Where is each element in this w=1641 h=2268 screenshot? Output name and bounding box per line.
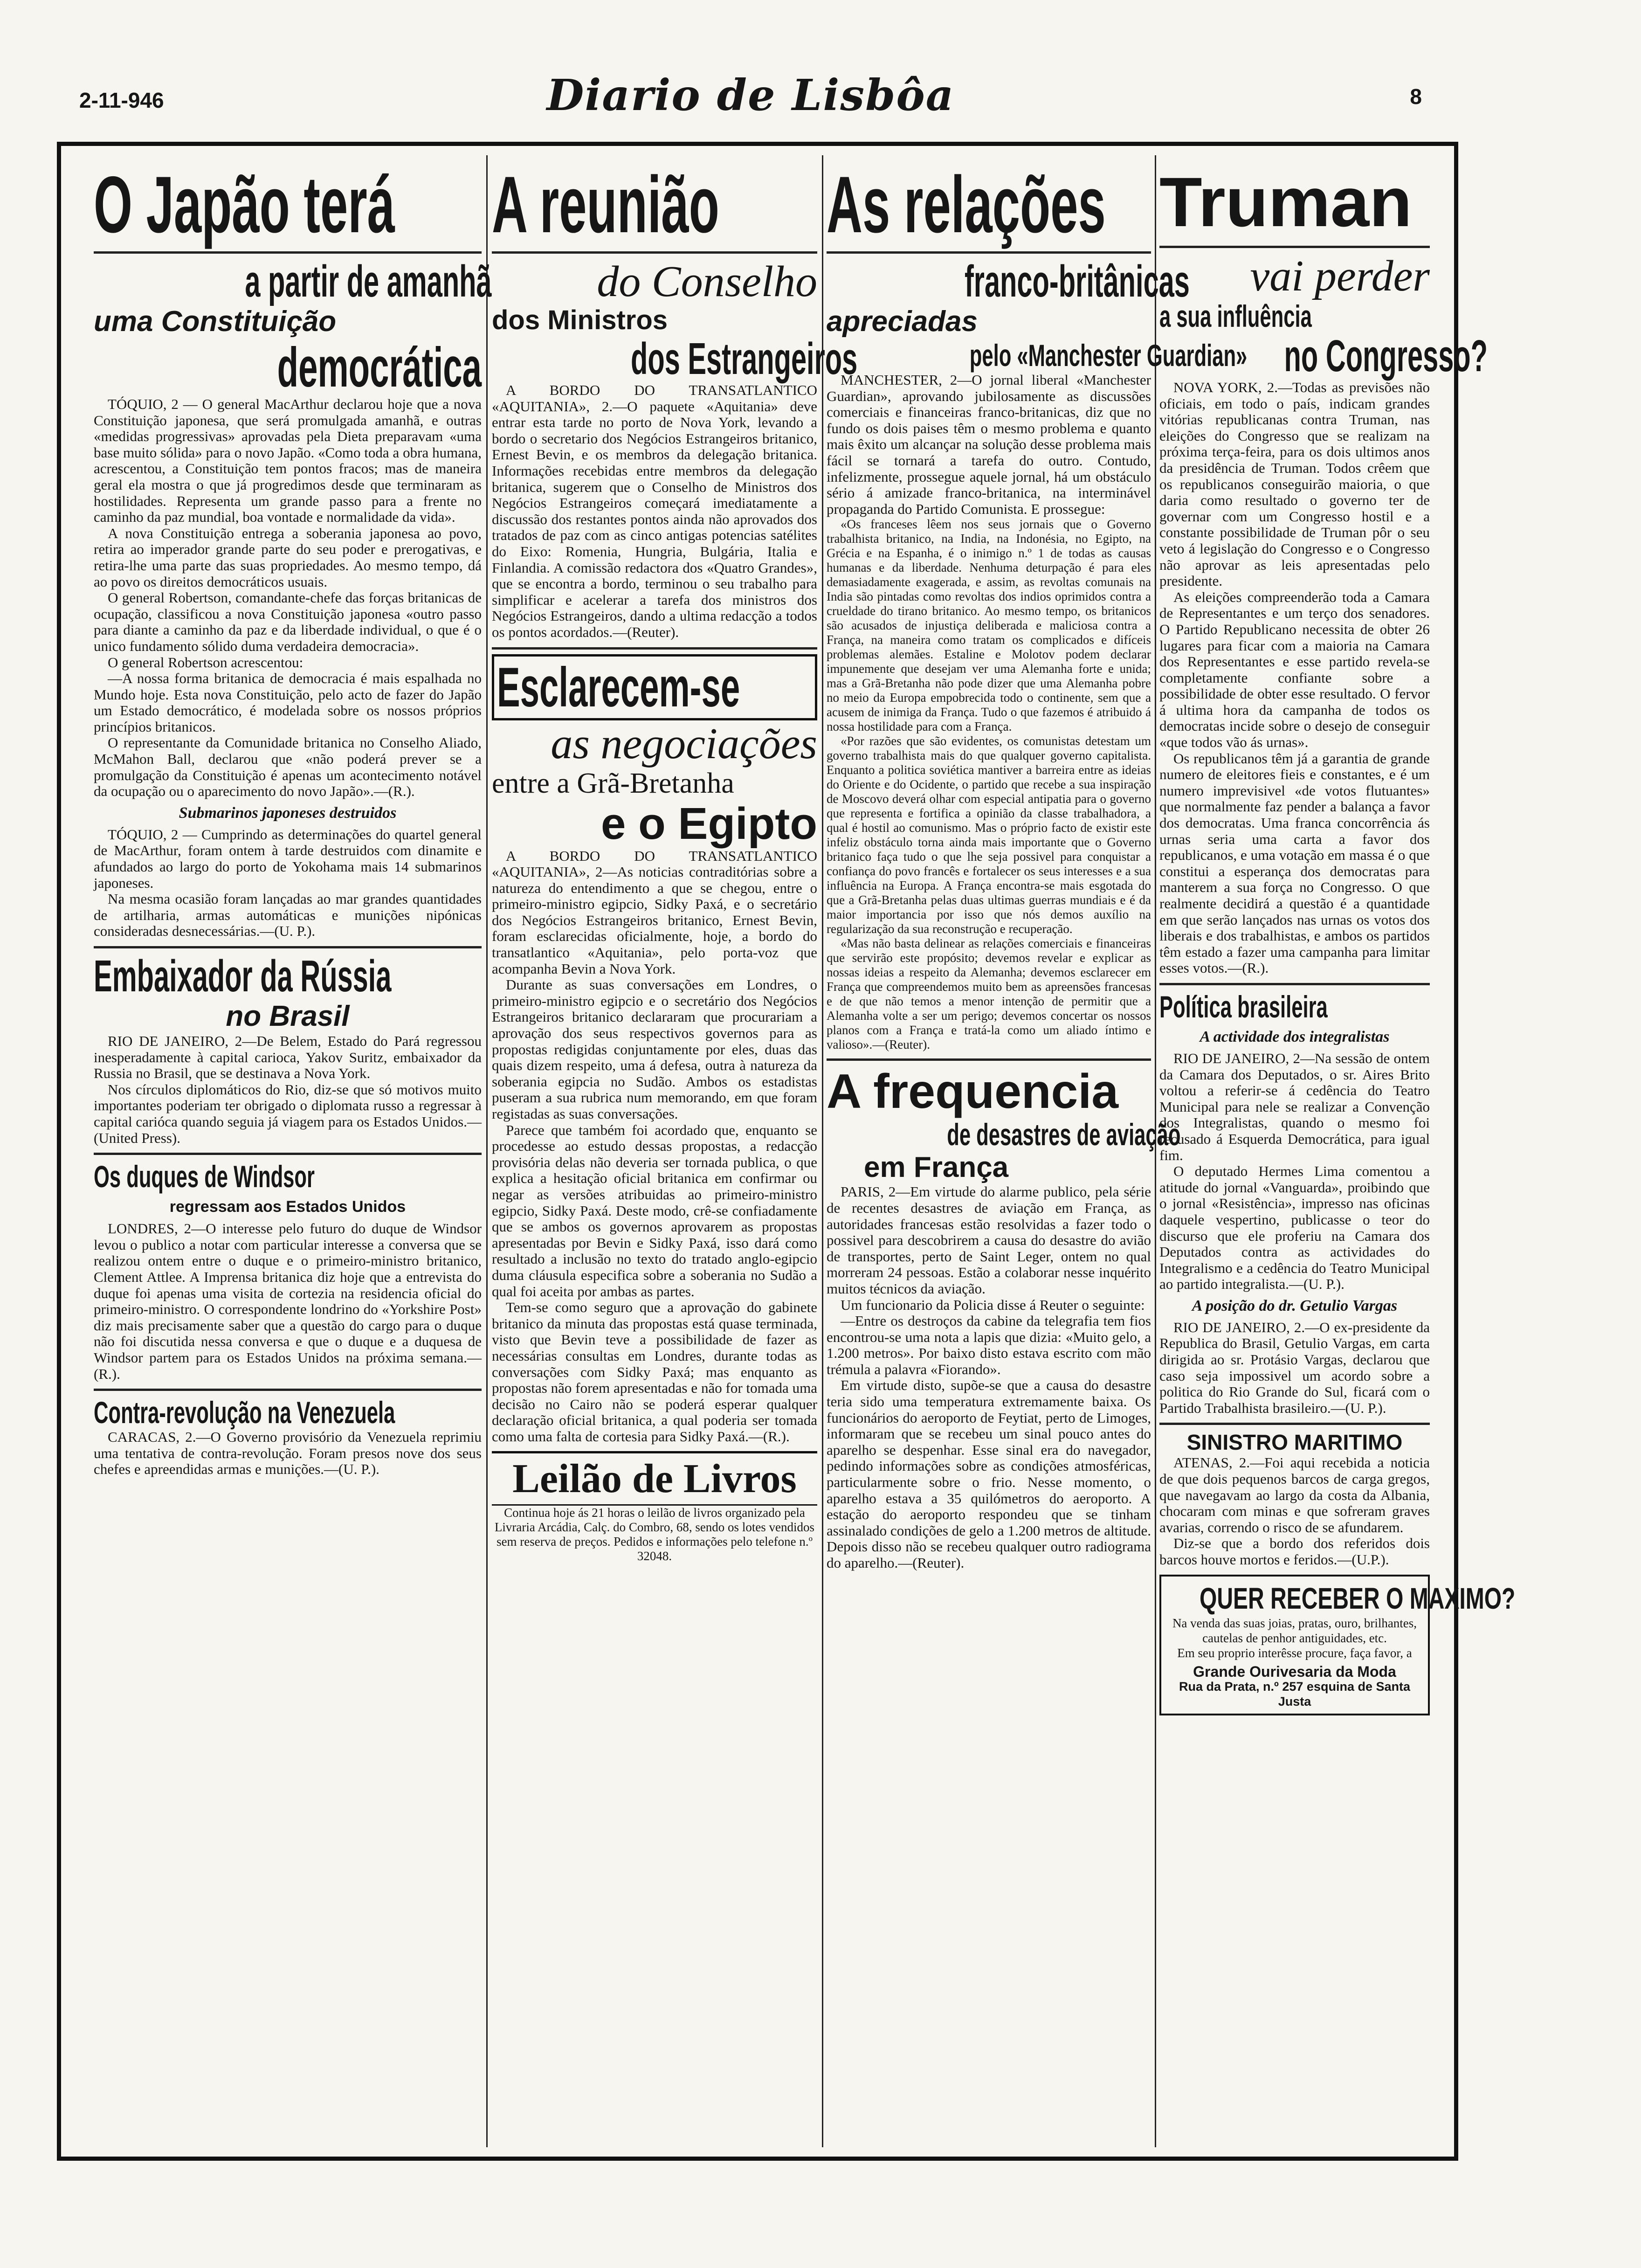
newspaper-title: Diario de Lisbôa bbox=[546, 70, 955, 120]
article-vargas-body: RIO DE JANEIRO, 2.—O ex-presidente da Republica do Brasil, Getulio Vargas, em carta dirigida ao sr. Protásio Vargas, declarou que caso seja impossivel um acordo sobre a politica do Rio Grande do Sul, ficará com o Partido Trabalhista brasileiro.—(U. P.). bbox=[1159, 1319, 1430, 1416]
article-japan-body: TÓQUIO, 2 — O general MacArthur declarou hoje que a nova Constituição japonesa, que será promulgada amanhã, e outras «medidas progressivas» aprovadas pela Dieta preparavam «uma base muito sólida» para o novo Japão. «Como toda a obra humana, acrescentou, a Constituição tem pontos fracos; mas de maneira geral ela mostra o que já progredimos desde que terminaram as hostilidades. Representa um grande passo para a frente no caminho da paz mundial, boa vontade e normalidade da vida». A nova Constituição entrega a soberania japonesa ao povo, retira ao imperador grande parte do seu poder e prerogativas, e retira-lhe uma parte das suas propriedades. Ao mesmo tempo, dá ao povo os direitos democráticos usuais. O general Robertson, comandante-chefe das forças britanicas de ocupação, classificou a nova Constituição japonesa «outro passo para diante a caminho da paz e da liberdade individual, o que é o unico fundamento sólido duma verdadeira democracia». O general Robertson acrescentou: —A nossa forma britanica de democracia é mais espalhada no Mundo hoje. Esta nova Constituição, pelo acto de fazer do Japão um Estado democrático, é modelada sobre os nossos próprios princípios britanicos. O representante da Comunidade britanica no Conselho Aliado, McMahon Ball, declarou que «não poderá prever se a promulgação da Constituição é apenas um acontecimento notável da ocupação ou o aparecimento do novo Japão».—(R.). bbox=[94, 396, 482, 800]
subhead-vargas: A posição do dr. Getulio Vargas bbox=[1192, 1297, 1398, 1314]
deck-japan-1: a partir de amanhã bbox=[245, 256, 492, 306]
article-egipto-body: A BORDO DO TRANSATLANTICO «AQUITANIA», 2—As noticias contraditórias sobre a natureza do entendimento a que se chegou, entre o primeiro-ministro egipcio, Sidky Paxá, e o secretário dos Negócios Estrangeiros britanico, Ernest Bevin, foram esclarecidas oficialmente, hoje, a bordo do transatlantico «Aquitania», pelo porta-voz que acompanha Bevin a Nova York. Durante as suas conversações em Londres, o primeiro-ministro egipcio e o secretário dos Negócios Estrangeiros britanico declararam que procurariam a aprovação dos seus respectivos governos para as propostas redigidas conjuntamente por eles, duas das quais dizem respeito, uma á defesa, outra à natureza da soberania egipcia no Sudão. Ambos os estadistas puseram a sua rubrica num memorando, em que foram registadas as suas conversações. Parece que também foi acordado que, enquanto se procedesse ao estudo dessas propostas, a redacção provisória delas não deveria ser tornada publica, o que explica a hesitação oficial britanica em confirmar ou negar as versões atribuidas ao primeiro-ministro egipcio, Sidky Paxá. Deste modo, crê-se confiadamente que se ambos os governos aprovarem as propostas apresentadas por Bevin e Sidky Paxá, isso dará como resultado a inclusão no texto do tratado anglo-egipcio duma cláusula especifica sobre a soberania no Sudão a qual foi aceita por ambas as partes. Tem-se como seguro que a aprovação do gabinete britanico da minuta das propostas está quase terminada, visto que Bevin teve a possibilidade de fazer as necessárias consultas em Londres, durante todas as conversações com Sidky Paxá; mas enquanto as propostas não forem apresentadas e não for tomada uma decisão no Cairo não se poderá esperar qualquer declaração oficial britanica, a qual poderia ser tomada como uma falta de cortesia para Sidky Paxá.—(R.). bbox=[492, 847, 817, 1445]
ad-ourivesaria-line: Na venda das suas joias, pratas, ouro, brilhantes, cautelas de penhor antiguidades, etc. bbox=[1172, 1616, 1417, 1645]
subhead-integralistas: A actividade dos integralistas bbox=[1200, 1028, 1390, 1045]
article-relacoes-quote: «Os franceses lêem nos seus jornais que o Governo trabalhista britanico, na India, na Indonésia, no Egipto, na Grécia e na Espanha, é o inimigo n.º 1 de todas as causas humanas e da liberdade. Nenhuma deturpação é para eles demasiadamente exagerada, e assim, as revoltas comunais na India são pintadas como revoltas dos indios oprimidos contra a crueldade do tirano britanico. Ao mesmo tempo, os britanicos são acusados de injustiça deliberada e maliciosa contra a França, na maneira como tratam os complicados e difíceis problemas alemães. Estaline e Molotov podem declarar impunemente que desejam ver uma Alemanha forte e unida; mas a Grã-Bretanha não pode dizer que uma Alemanha pobre no meio da Europa empobrecida todo o continente, sem que a acusem de inimiga da França. Tudo o que fazemos é atribuido á nossa hostilidade para com a França. «Por razões que são evidentes, os comunistas detestam um governo trabalhista mais do que qualquer governo capitalista. Enquanto a politica soviética mantiver a barreira entre as ideias do Oriente e do Ocidente, o partido que recebe a sua inspiração de Moscovo deverá olhar com especial antipatia para o governo que representa e fortifica a opinião da classe trabalhadora, a qual é hostil ao comunismo. Mas o próprio facto de existir este infeliz obstáculo torna ainda mais importante que o Governo britanico faça tudo o que lhe seja possivel para conquistar a confiança do povo francês e fortalecer os seus interesses e a sua influência na Europa. A França encontra-se mais esgotada do que a Grã-Bretanha pelas duas ultimas guerras mundiais e é da maior importancia por isso que nós demos auxílio na regularização da sua reconstrução e recuperação. «Mas não basta delinear as relações comerciais e financeiras que servirão este propósito; devemos revelar e explicar as nossas ideias a respeito da Alemanha; devemos esclarecer em França que compreendemos muito bem as apreensões francesas e de que não temos a menor intenção de permitir que a Alemanha volte a ser um perigo; devemos concertar os nossos planos com a França e tratá-la como um aliado íntimo e valioso».—(Reuter). bbox=[827, 517, 1151, 1052]
headline-japan: O Japão terá bbox=[94, 160, 395, 249]
deck-egipto-1: as negociações bbox=[551, 719, 817, 768]
page-number: 8 bbox=[1410, 84, 1422, 109]
article-russia-body: RIO DE JANEIRO, 2—De Belem, Estado do Pará regressou inesperadamente à capital carioca, Yakov Suritz, embaixador da Russia no Brasil, que se destinava a Nova York. Nos círculos diplomáticos do Rio, diz-se que só motivos muito importantes poderiam ter obrigado o diplomata russo a regressar à capital carióca quando seguia já viagem para os Estados Unidos.—(United Press). bbox=[94, 1033, 482, 1146]
issue-date: 2-11-946 bbox=[79, 88, 164, 112]
headline-politica: Política brasileira bbox=[1159, 989, 1328, 1024]
ad-ourivesaria-title: QUER RECEBER O MAXIMO? bbox=[1200, 1581, 1516, 1615]
deck-relacoes-3: pelo «Manchester Guardian» bbox=[969, 338, 1248, 373]
article-truman-body: NOVA YORK, 2.—Todas as previsões não oficiais, em todo o país, indicam grandes vitórias republicanas contra Truman, nas eleições do Congresso que se realizam na próxima terça-feira, para os dois ultimos anos da presidência de Truman. Todos crêem que os republicanos conseguirão maioria, o que daria como resultado o governo ter de governar com um Congresso hostil e a constante possibilidade de Truman pôr o seu veto á legislação do Congresso e o Congresso não aprovar as leis apresentadas pelo presidente. As eleições compreenderão toda a Camara de Representantes e um terço dos senadores. O Partido Republicano necessita de obter 26 lugares para ficar com a maioria na Camara dos Representantes e esse partido revela-se completamente confiante sobre a possibilidade de obter esse resultado. O fervor á ultima hora da campanha de todos os democratas incide sobre o desejo de conseguir «que todos vão ás urnas». Os republicanos têm já a garantia de grande numero de eleitores fieis e constantes, e é um numero imprevisivel «de votos flutuantes» que normalmente faz pender a balança a favor dos democratas. Uma franca concorrência ás urnas seria uma carta a favor dos republicanos, e uma votação em massa é o que constitui a esperança dos democratas para manterem a sua força no Congresso. O que realmente decidirá a questão é a quantidade em que serão lançados nas urnas os votos dos liberais e dos trabalhistas, e ambos os partidos têm estado a fazer uma campanha para limitar esses votos.—(R.). bbox=[1159, 379, 1430, 976]
deck-truman-3: no Congresso? bbox=[1284, 331, 1488, 381]
deck-truman-2: a sua influência bbox=[1159, 299, 1312, 333]
headline-frequencia: A frequencia bbox=[827, 1065, 1119, 1119]
deck-truman-1: vai perder bbox=[1250, 252, 1430, 300]
ad-ourivesaria-name: Grande Ourivesaria da Moda bbox=[1193, 1663, 1396, 1680]
headline-russia: Embaixador da Rússia bbox=[94, 951, 392, 1001]
deck-japan-3: democrática bbox=[277, 336, 482, 399]
deck-egipto-3: e o Egipto bbox=[601, 798, 817, 849]
subhead-windsor: regressam aos Estados Unidos bbox=[169, 1198, 406, 1216]
column-rule bbox=[486, 155, 488, 2147]
headline-egipto-box bbox=[492, 654, 817, 720]
page-frame bbox=[57, 142, 1516, 2161]
deck-frequencia-2: em França bbox=[864, 1151, 1009, 1184]
article-reuniao-body: A BORDO DO TRANSATLANTICO «AQUITANIA», 2.—O paquete «Aquitania» deve entrar esta tarde no porto de Nova York, levando a bordo o secretario dos Negócios Estrangeiros britanico, Ernest Bevin, e os membros da delegação britanica. Informações recebidas entre membros da delegação britanica, sugerem que o Conselho de Ministros dos Negócios Estrangeiros começará imediatamente a discussão dos restantes pontos ainda não aprovados dos tratados de paz com as cinco antigas potencias satélites do Eixo: Romenia, Hungria, Bulgária, Italia e Finlandia. A comissão redactora dos «Quatro Grandes», que se encontra a bordo, terminou o seu trabalho para simplificar e acelerar a tarefa dos ministros dos Negócios Estrangeiros, dando a ultima redacção a todos os pontos acordados.—(Reuter). bbox=[492, 382, 817, 640]
deck-relacoes-2: apreciadas bbox=[827, 305, 978, 338]
headline-truman: Truman bbox=[1159, 163, 1412, 241]
article-sinistro-body: ATENAS, 2.—Foi aqui recebida a noticia de que dois pequenos barcos de carga gregos, que navegavam ao largo da costa da Albania, chocaram com minas e que sofreram graves avarias, correndo o risco de se afundarem. Diz-se que a bordo dos referidos dois barcos houve mortos e feridos.—(U.P.). bbox=[1159, 1454, 1430, 1568]
deck-relacoes-1: franco-britânicas bbox=[964, 256, 1190, 306]
headline-reuniao: A reunião bbox=[492, 160, 719, 249]
ad-leilao-title: Leilão de Livros bbox=[492, 1451, 817, 1506]
headline-windsor: Os duques de Windsor bbox=[94, 1159, 315, 1194]
article-relacoes-body: MANCHESTER, 2—O jornal liberal «Manchester Guardian», aprovando jubilosamente as discussões comerciais e financeiras franco-britanicas, diz que no fundo os dois paises têm o mesmo problema e quanto mais êxito um alcançar na solução desse problema mais fácil se tornará a tarefa do outro. Contudo, infelizmente, prossegue aquele jornal, há um obstáculo sério á amizade franco-britanica, na interminável propaganda do Partido Comunista. E prossegue: bbox=[827, 372, 1151, 517]
subhead-submarines: Submarinos japoneses destruidos bbox=[179, 804, 397, 822]
deck-reuniao-2: dos Ministros bbox=[492, 305, 668, 335]
headline-sinistro: SINISTRO MARITIMO bbox=[1186, 1430, 1403, 1455]
article-politica-body: RIO DE JANEIRO, 2—Na sessão de ontem da Camara dos Deputados, o sr. Aires Brito voltou a referir-se á cedência do Teatro Municipal para nele se realizar a Convenção dos Integralistas, quando o mesmo foi recusado á Esquerda Democrática, para igual fim. O deputado Hermes Lima comentou a atitude do jornal «Vanguarda», proibindo que o jornal «Resistência», impresso nas oficinas daquele vespertino, publicasse o teor do discurso que ele proferiu na Camara dos Deputados contra as actividades do Integralismo e a cedência do Teatro Municipal ao partido integralista.—(U. P.). bbox=[1159, 1050, 1430, 1293]
masthead bbox=[79, 70, 1422, 145]
ad-leilao-text: Continua hoje ás 21 horas o leilão de livros organizado pela Livraria Arcádia, Calç. do Combro, 68, sendo os lotes vendidos sem reserva de preços. Pedidos e informações pelo telefone n.º 32048. bbox=[494, 1506, 815, 1563]
column-rule bbox=[822, 155, 823, 2147]
column-4 bbox=[1159, 163, 1516, 2138]
headline-egipto: Esclarecem-se bbox=[497, 656, 740, 719]
ad-ourivesaria bbox=[1159, 1575, 1516, 1715]
column-2 bbox=[492, 160, 858, 2138]
ad-ourivesaria-address: Rua da Prata, n.º 257 esquina de Santa Justa bbox=[1179, 1679, 1411, 1708]
article-submarines-body: TÓQUIO, 2 — Cumprindo as determinações do quartel general de MacArthur, foram ontem à tarde destruidos com dinamite e afundados ao largo do porto de Yokohama mais 14 submarinos japoneses. Na mesma ocasião foram lançadas ao mar grandes quantidades de artilharia, armas automáticas e munições nipónicas consideradas desnecessárias.—(U. P.). bbox=[94, 826, 482, 940]
deck-russia: no Brasil bbox=[226, 1000, 350, 1032]
deck-reuniao-1: do Conselho bbox=[597, 257, 817, 306]
headline-venezuela: Contra-revolução na Venezuela bbox=[94, 1395, 395, 1430]
article-venezuela-body: CARACAS, 2.—O Governo provisório da Venezuela reprimiu uma tentativa de contra-revolução. Foram presos nove dos seus chefes e apreendidas armas e munições.—(U. P.). bbox=[94, 1429, 482, 1478]
deck-egipto-2: entre a Grã-Bretanha bbox=[492, 767, 734, 799]
deck-frequencia-1: de desastres de aviação bbox=[947, 1117, 1181, 1152]
headline-relacoes: As relações bbox=[827, 160, 1106, 249]
article-frequencia-body: PARIS, 2—Em virtude do alarme publico, pela série de recentes desastres de aviação em França, as autoridades francesas estão resolvidas a fazer todo o possivel para descobrirem a causa do desastre do avião de transportes, perto de Saint Leger, ontem no qual morreram 24 pessoas. Estão a colaborar nesse inquérito muitos técnicos da aviação. Um funcionario da Policia disse á Reuter o seguinte: —Entre os destroços da cabine da telegrafia tem fios encontrou-se uma nota a lapis que dizia: «Muito gelo, a 1.200 metros». Por baixo disto estava escrito com mão trémula a palavra «Fiorando». Em virtude disto, supõe-se que a causa do desastre teria sido uma temperatura extremamente baixa. Os funcionários do aeroporto de Feytiat, perto de Limoges, informaram que se recebeu um sinal pouco antes do aparelho se despenhar. Esse sinal era do navegador, pedindo informações sobre as condições atmosféricas, particularmente sobre o frio. Nesse momento, o aparelho estava a 35 quilómetros do aeroporto. A estação do aeroporto respondeu que se tinham assinalado condições de gelo a 1.200 metros de altitude. Depois disso não se recebeu qualquer outro radiograma do aparelho.—(Reuter). bbox=[827, 1183, 1151, 1571]
article-windsor-body: LONDRES, 2—O interesse pelo futuro do duque de Windsor levou o publico a notar com particular interesse a conversa que se realizou ontem entre o duque e o primeiro-ministro britanico, Clement Attlee. A Imprensa britanica diz hoje que a entrevista do duque foi apenas uma visita de cortezia na residencia oficial do primeiro-ministro. O correspondente londrino do «Yorkshire Post» diz mais precisamente saber que a questão do cargo para o duque não foi discutida nessa conversa e que o duque e a duquesa de Windsor partem para os Estados Unidos na próxima semana.—(R.). bbox=[94, 1220, 482, 1382]
column-1 bbox=[94, 160, 492, 2138]
deck-japan-2: uma Constituição bbox=[94, 305, 337, 338]
deck-reuniao-3: dos Estrangeiros bbox=[631, 334, 858, 384]
ad-ourivesaria-line: Em seu proprio interêsse procure, faça favor, a bbox=[1177, 1646, 1412, 1660]
